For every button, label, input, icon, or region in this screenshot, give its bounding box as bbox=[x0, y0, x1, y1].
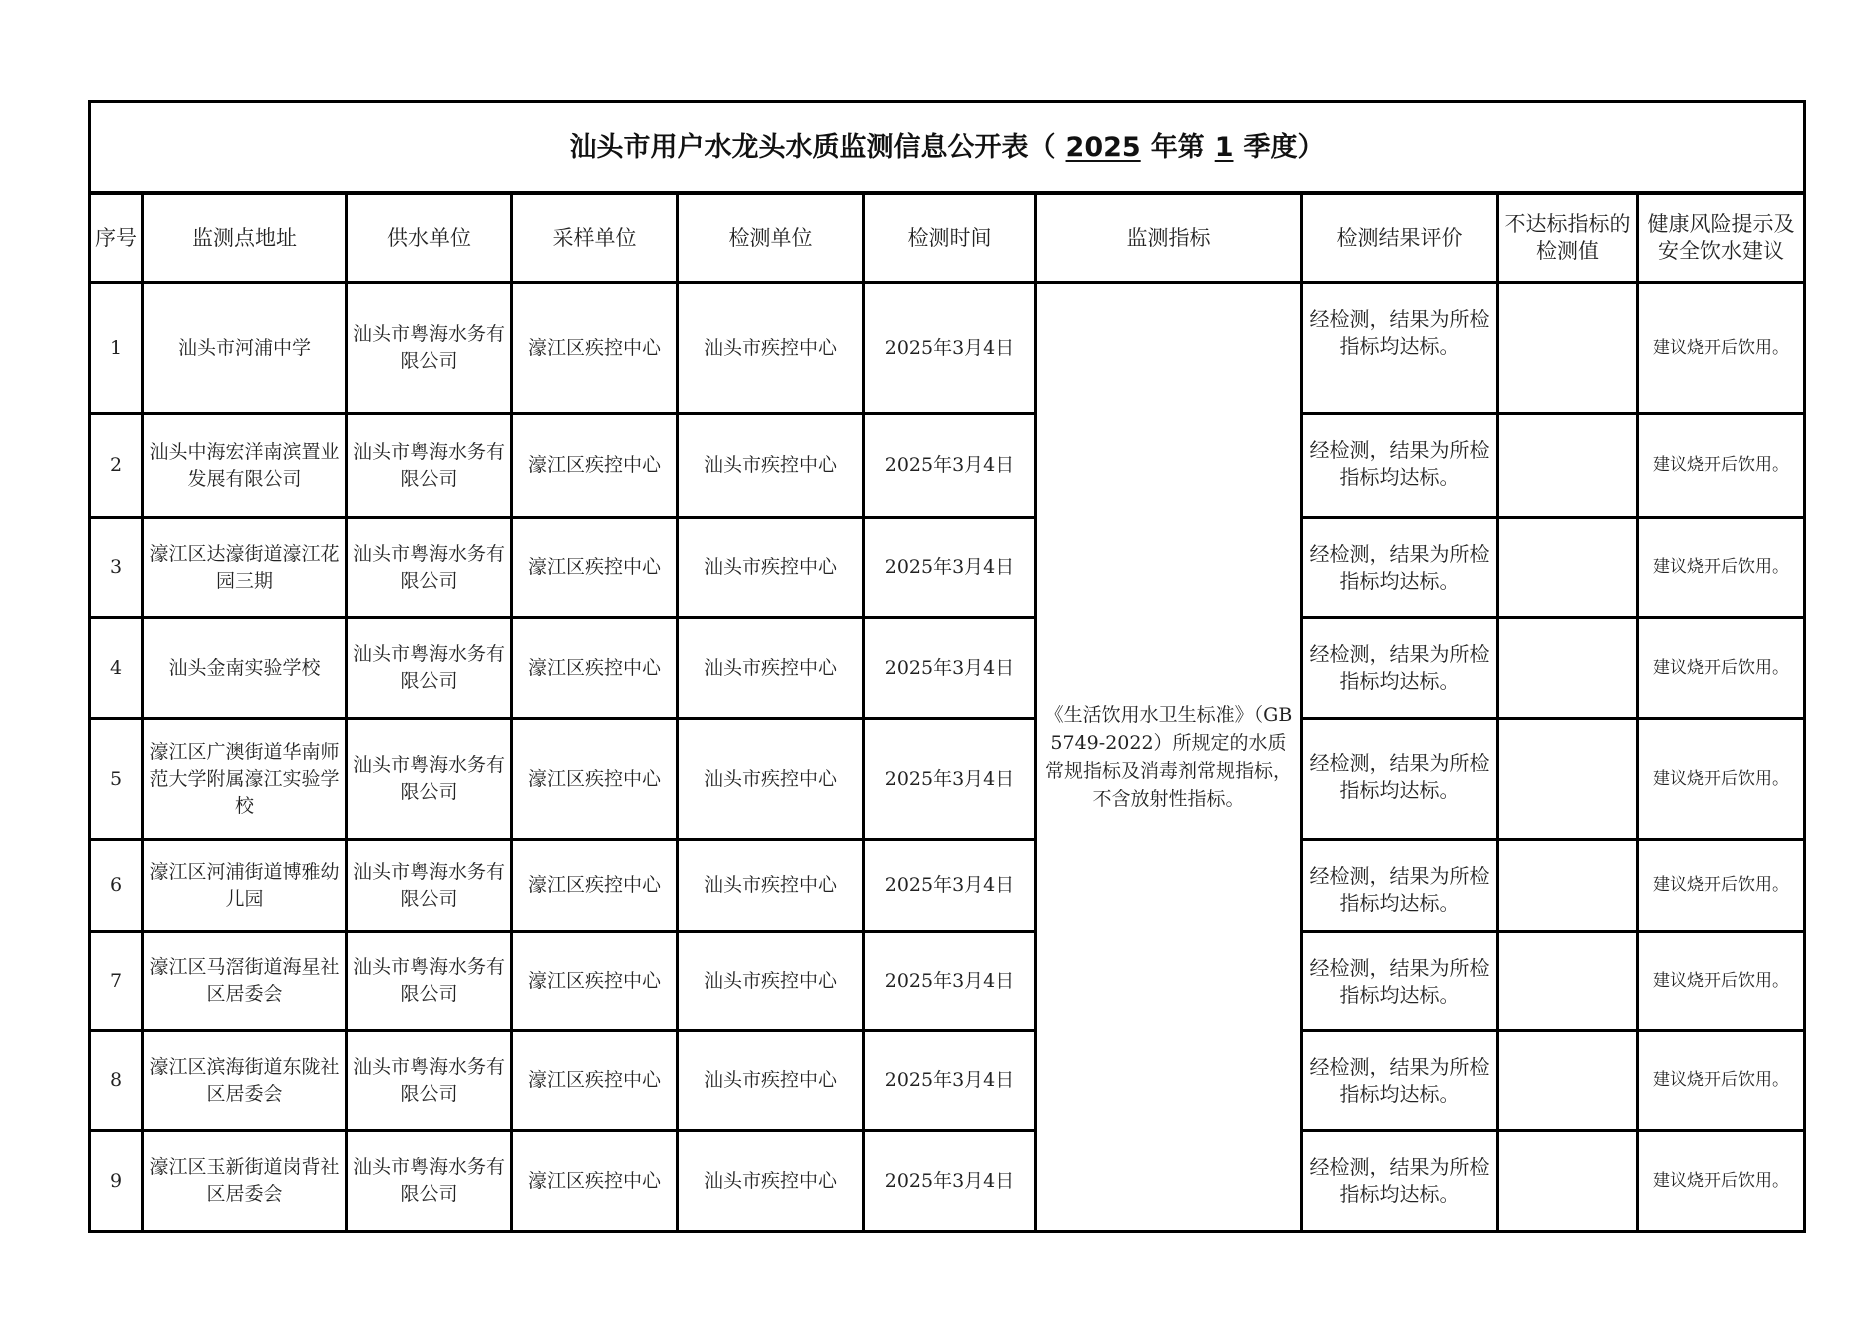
cell-date: 2025年3月4日 bbox=[864, 414, 1036, 518]
header-tester: 检测单位 bbox=[678, 193, 864, 283]
table-row bbox=[90, 414, 1805, 518]
cell-evaluation: 经检测，结果为所检指标均达标。 bbox=[1302, 618, 1498, 719]
cell-failed-value bbox=[1498, 414, 1638, 518]
cell-no: 2 bbox=[90, 414, 143, 518]
water-quality-table bbox=[88, 100, 1806, 1233]
cell-failed-value bbox=[1498, 283, 1638, 414]
title-prefix: 汕头市用户水龙头水质监测信息公开表（ bbox=[569, 131, 1056, 163]
cell-advice: 建议烧开后饮用。 bbox=[1638, 1031, 1805, 1131]
cell-tester: 汕头市疾控中心 bbox=[678, 1131, 864, 1232]
title-mid: 年第 bbox=[1150, 131, 1205, 163]
cell-tester: 汕头市疾控中心 bbox=[678, 518, 864, 618]
header-address: 监测点地址 bbox=[143, 193, 347, 283]
cell-no: 6 bbox=[90, 840, 143, 932]
cell-no: 8 bbox=[90, 1031, 143, 1131]
cell-advice: 建议烧开后饮用。 bbox=[1638, 618, 1805, 719]
cell-evaluation: 经检测，结果为所检指标均达标。 bbox=[1302, 518, 1498, 618]
cell-supplier: 汕头市粤海水务有限公司 bbox=[347, 840, 512, 932]
cell-tester: 汕头市疾控中心 bbox=[678, 618, 864, 719]
cell-supplier: 汕头市粤海水务有限公司 bbox=[347, 518, 512, 618]
cell-address: 濠江区达濠街道濠江花园三期 bbox=[143, 518, 347, 618]
cell-address: 汕头中海宏洋南滨置业发展有限公司 bbox=[143, 414, 347, 518]
table-row bbox=[90, 932, 1805, 1031]
cell-advice: 建议烧开后饮用。 bbox=[1638, 719, 1805, 840]
cell-date: 2025年3月4日 bbox=[864, 518, 1036, 618]
cell-failed-value bbox=[1498, 719, 1638, 840]
header-sampler: 采样单位 bbox=[512, 193, 678, 283]
cell-monitoring-indicator: 《生活饮用水卫生标准》（GB5749-2022）所规定的水质常规指标及消毒剂常规指标，不含放射性指标。 bbox=[1036, 283, 1302, 1232]
cell-supplier: 汕头市粤海水务有限公司 bbox=[347, 1131, 512, 1232]
cell-supplier: 汕头市粤海水务有限公司 bbox=[347, 414, 512, 518]
cell-address: 濠江区河浦街道博雅幼儿园 bbox=[143, 840, 347, 932]
cell-address: 濠江区马滘街道海星社区居委会 bbox=[143, 932, 347, 1031]
cell-address: 濠江区玉新街道岗背社区居委会 bbox=[143, 1131, 347, 1232]
cell-advice: 建议烧开后饮用。 bbox=[1638, 932, 1805, 1031]
cell-advice: 建议烧开后饮用。 bbox=[1638, 1131, 1805, 1232]
cell-evaluation: 经检测，结果为所检指标均达标。 bbox=[1302, 414, 1498, 518]
title-quarter: 1 bbox=[1214, 131, 1234, 163]
cell-evaluation: 经检测，结果为所检指标均达标。 bbox=[1302, 1031, 1498, 1131]
cell-advice: 建议烧开后饮用。 bbox=[1638, 840, 1805, 932]
cell-sampler: 濠江区疾控中心 bbox=[512, 518, 678, 618]
table-row bbox=[90, 283, 1805, 414]
header-evaluation: 检测结果评价 bbox=[1302, 193, 1498, 283]
cell-failed-value bbox=[1498, 618, 1638, 719]
cell-sampler: 濠江区疾控中心 bbox=[512, 618, 678, 719]
header-date: 检测时间 bbox=[864, 193, 1036, 283]
cell-date: 2025年3月4日 bbox=[864, 1131, 1036, 1232]
cell-tester: 汕头市疾控中心 bbox=[678, 283, 864, 414]
cell-evaluation: 经检测，结果为所检指标均达标。 bbox=[1302, 719, 1498, 840]
header-no: 序号 bbox=[90, 193, 143, 283]
table-row bbox=[90, 1031, 1805, 1131]
table-row bbox=[90, 719, 1805, 840]
table-row bbox=[90, 840, 1805, 932]
cell-failed-value bbox=[1498, 932, 1638, 1031]
cell-address: 濠江区滨海街道东陇社区居委会 bbox=[143, 1031, 347, 1131]
cell-sampler: 濠江区疾控中心 bbox=[512, 932, 678, 1031]
cell-tester: 汕头市疾控中心 bbox=[678, 719, 864, 840]
table-row bbox=[90, 618, 1805, 719]
title-year: 2025 bbox=[1065, 131, 1141, 163]
cell-no: 3 bbox=[90, 518, 143, 618]
cell-supplier: 汕头市粤海水务有限公司 bbox=[347, 618, 512, 719]
cell-sampler: 濠江区疾控中心 bbox=[512, 283, 678, 414]
cell-address: 汕头市河浦中学 bbox=[143, 283, 347, 414]
cell-address: 汕头金南实验学校 bbox=[143, 618, 347, 719]
cell-date: 2025年3月4日 bbox=[864, 283, 1036, 414]
cell-supplier: 汕头市粤海水务有限公司 bbox=[347, 283, 512, 414]
cell-date: 2025年3月4日 bbox=[864, 719, 1036, 840]
cell-tester: 汕头市疾控中心 bbox=[678, 840, 864, 932]
cell-address: 濠江区广澳街道华南师范大学附属濠江实验学校 bbox=[143, 719, 347, 840]
cell-failed-value bbox=[1498, 1131, 1638, 1232]
header-row bbox=[90, 193, 1805, 283]
cell-tester: 汕头市疾控中心 bbox=[678, 932, 864, 1031]
header-advice: 健康风险提示及安全饮水建议 bbox=[1638, 193, 1805, 283]
table-row bbox=[90, 1131, 1805, 1232]
header-indicator: 监测指标 bbox=[1036, 193, 1302, 283]
cell-date: 2025年3月4日 bbox=[864, 618, 1036, 719]
cell-date: 2025年3月4日 bbox=[864, 840, 1036, 932]
cell-no: 1 bbox=[90, 283, 143, 414]
cell-supplier: 汕头市粤海水务有限公司 bbox=[347, 932, 512, 1031]
table-title bbox=[90, 102, 1805, 194]
cell-sampler: 濠江区疾控中心 bbox=[512, 1031, 678, 1131]
cell-evaluation: 经检测，结果为所检指标均达标。 bbox=[1302, 932, 1498, 1031]
cell-no: 9 bbox=[90, 1131, 143, 1232]
cell-advice: 建议烧开后饮用。 bbox=[1638, 283, 1805, 414]
cell-date: 2025年3月4日 bbox=[864, 932, 1036, 1031]
cell-evaluation: 经检测，结果为所检指标均达标。 bbox=[1302, 840, 1498, 932]
cell-sampler: 濠江区疾控中心 bbox=[512, 1131, 678, 1232]
cell-evaluation: 经检测，结果为所检指标均达标。 bbox=[1302, 283, 1498, 414]
cell-sampler: 濠江区疾控中心 bbox=[512, 414, 678, 518]
cell-failed-value bbox=[1498, 1031, 1638, 1131]
cell-date: 2025年3月4日 bbox=[864, 1031, 1036, 1131]
cell-failed-value bbox=[1498, 840, 1638, 932]
header-failed-value: 不达标指标的检测值 bbox=[1498, 193, 1638, 283]
cell-no: 4 bbox=[90, 618, 143, 719]
cell-no: 5 bbox=[90, 719, 143, 840]
table-row bbox=[90, 518, 1805, 618]
header-supplier: 供水单位 bbox=[347, 193, 512, 283]
cell-supplier: 汕头市粤海水务有限公司 bbox=[347, 719, 512, 840]
cell-tester: 汕头市疾控中心 bbox=[678, 1031, 864, 1131]
cell-sampler: 濠江区疾控中心 bbox=[512, 840, 678, 932]
water-quality-disclosure-sheet bbox=[88, 100, 1803, 1233]
cell-supplier: 汕头市粤海水务有限公司 bbox=[347, 1031, 512, 1131]
cell-advice: 建议烧开后饮用。 bbox=[1638, 518, 1805, 618]
cell-tester: 汕头市疾控中心 bbox=[678, 414, 864, 518]
cell-failed-value bbox=[1498, 518, 1638, 618]
title-suffix: 季度） bbox=[1243, 131, 1325, 163]
cell-no: 7 bbox=[90, 932, 143, 1031]
cell-sampler: 濠江区疾控中心 bbox=[512, 719, 678, 840]
cell-advice: 建议烧开后饮用。 bbox=[1638, 414, 1805, 518]
cell-evaluation: 经检测，结果为所检指标均达标。 bbox=[1302, 1131, 1498, 1232]
